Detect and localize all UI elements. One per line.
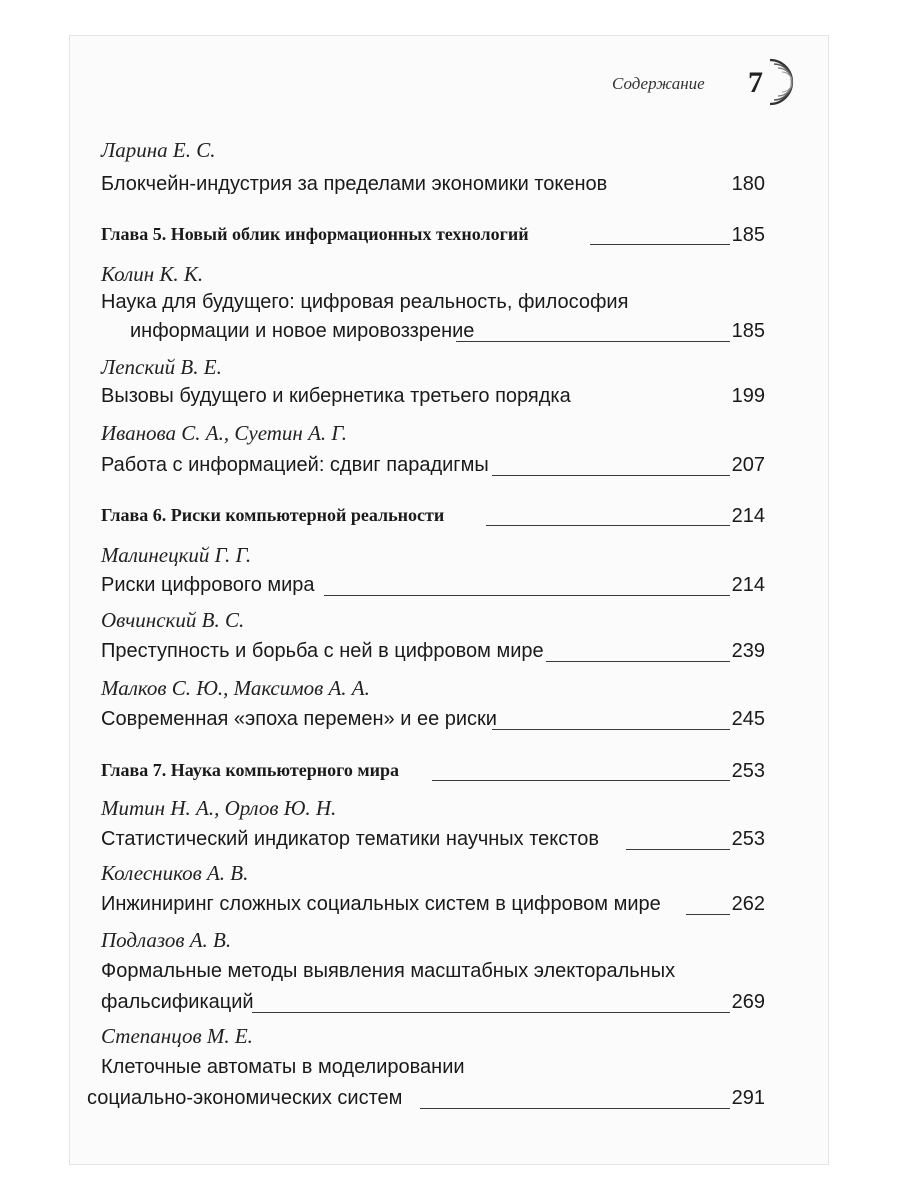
toc-page: 245 — [731, 708, 765, 730]
toc-title: Статистический индикатор тематики научных текстов — [101, 828, 599, 850]
toc-author: Колесников А. В. — [101, 861, 249, 885]
toc-leader — [486, 525, 730, 526]
toc-title-line: информации и новое мировоззрение — [130, 320, 475, 342]
toc-leader — [546, 661, 730, 662]
toc-chapter-title: Глава 7. Наука компьютерного мира — [101, 760, 399, 780]
toc-title: Блокчейн-индустрия за пределами экономики токенов — [101, 173, 608, 195]
toc-leader — [420, 1108, 730, 1109]
toc-page: 199 — [731, 385, 765, 407]
toc-page: 185 — [731, 224, 765, 246]
page-number: 7 — [748, 66, 763, 99]
toc-author: Овчинский В. С. — [101, 608, 245, 632]
toc-page: 180 — [731, 173, 765, 195]
toc-title: Вызовы будущего и кибернетика третьего порядка — [101, 385, 571, 407]
toc-title-line: фальсификаций — [101, 991, 254, 1013]
toc-title-line: Клеточные автоматы в моделировании — [101, 1056, 465, 1078]
toc-author: Иванова С. А., Суетин А. Г. — [101, 421, 348, 445]
toc-leader — [590, 244, 730, 245]
toc-page: 239 — [731, 640, 765, 662]
toc-title: Современная «эпоха перемен» и ее риски — [101, 708, 497, 730]
toc-author: Колин К. К. — [101, 262, 204, 286]
toc-title-line: Формальные методы выявления масштабных электоральных — [101, 960, 676, 982]
toc-page: 185 — [731, 320, 765, 342]
toc-leader — [626, 849, 730, 850]
toc-leader — [252, 1012, 730, 1013]
toc-title: Преступность и борьба с ней в цифровом мире — [101, 640, 544, 662]
toc-chapter-title: Глава 5. Новый облик информационных технологий — [101, 224, 529, 244]
toc-author: Степанцов М. Е. — [101, 1024, 253, 1048]
toc-leader — [456, 341, 730, 342]
toc-title: Инжиниринг сложных социальных систем в цифровом мире — [101, 893, 661, 915]
toc-page: 207 — [731, 454, 765, 476]
toc-page: 262 — [731, 893, 765, 915]
toc-author: Подлазов А. В. — [101, 928, 232, 952]
toc-leader — [492, 729, 730, 730]
toc-title-line: Наука для будущего: цифровая реальность, философия — [101, 291, 629, 313]
toc-page: 253 — [731, 828, 765, 850]
toc-author: Малков С. Ю., Максимов А. А. — [101, 676, 370, 700]
toc-leader — [324, 595, 730, 596]
toc-author: Лепский В. Е. — [101, 355, 222, 379]
toc-title: Работа с информацией: сдвиг парадигмы — [101, 454, 489, 476]
running-head: Содержание — [612, 74, 705, 93]
toc-page: 214 — [731, 574, 765, 596]
toc-author: Митин Н. А., Орлов Ю. Н. — [101, 796, 337, 820]
toc-leader — [492, 475, 730, 476]
toc-title-line: социально-экономических систем — [87, 1087, 403, 1109]
toc-page: 291 — [731, 1087, 765, 1109]
toc-leader — [686, 914, 730, 915]
toc-leader — [432, 780, 730, 781]
toc-page: 269 — [731, 991, 765, 1013]
toc-author: Малинецкий Г. Г. — [101, 543, 252, 567]
toc-title: Риски цифрового мира — [101, 574, 315, 596]
toc-author: Ларина Е. С. — [101, 138, 216, 162]
toc-page: 214 — [731, 505, 765, 527]
toc-page: 253 — [731, 760, 765, 782]
toc-chapter-title: Глава 6. Риски компьютерной реальности — [101, 505, 445, 525]
